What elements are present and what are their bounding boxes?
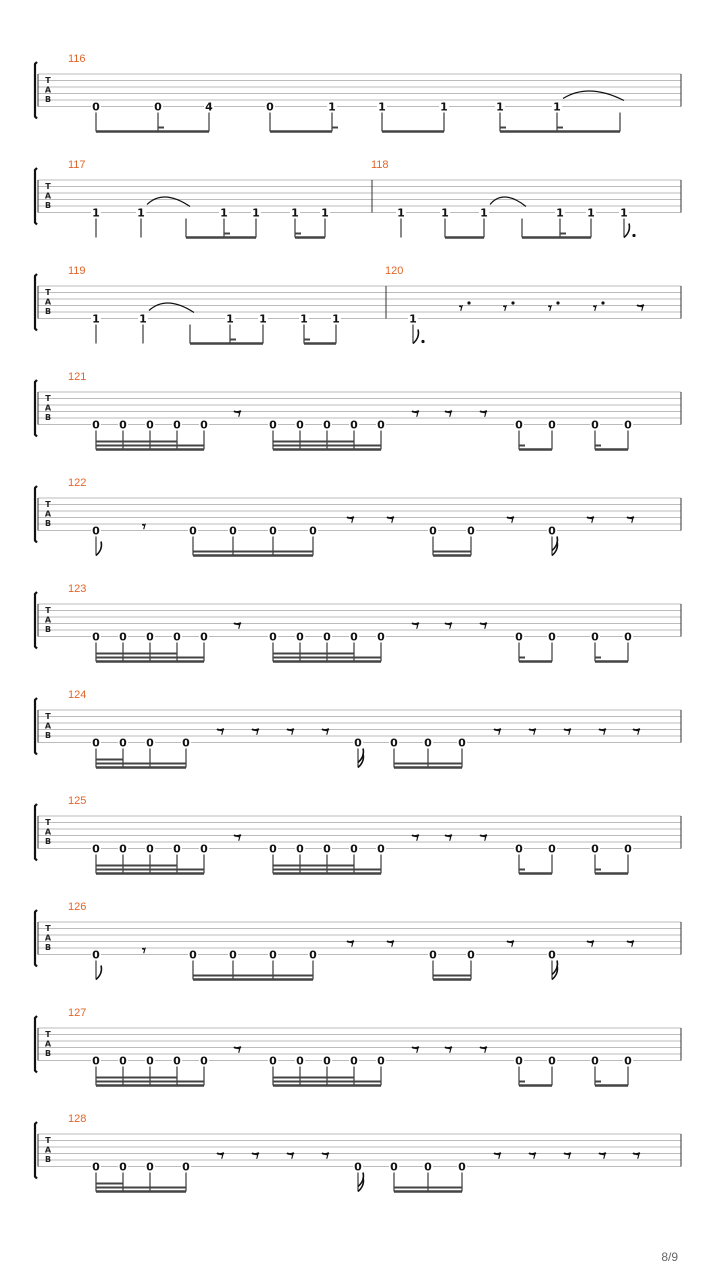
rest-flag <box>507 941 514 942</box>
tab-clef-letter: B <box>44 413 52 422</box>
rest: 𝄾 <box>237 1041 241 1059</box>
tab-system <box>35 371 681 450</box>
fret-number: 0 <box>119 736 127 750</box>
fret-number: 0 <box>591 418 599 432</box>
fret-number: 0 <box>429 524 437 538</box>
fret-number: 1 <box>92 206 100 220</box>
rest-flag <box>627 941 634 942</box>
measure-number: 120 <box>385 265 404 277</box>
tab-clef-letter: T <box>45 288 51 297</box>
fret-number: 0 <box>458 1160 466 1174</box>
rest-flag <box>494 729 501 730</box>
fret-number: 0 <box>377 630 385 644</box>
fret-number: 0 <box>269 630 277 644</box>
rest: 𝄾 <box>290 1147 294 1165</box>
rest: 𝄾 <box>510 511 514 529</box>
tab-clef-letter: T <box>45 924 51 933</box>
note-flag <box>96 542 101 556</box>
tab-clef-letter: A <box>44 933 52 943</box>
fret-number: 1 <box>321 206 329 220</box>
rest: 𝄾 <box>567 723 571 741</box>
fret-number: 0 <box>146 842 154 856</box>
fret-number: 0 <box>390 1160 398 1174</box>
rest: 𝄾 <box>255 723 259 741</box>
fret-number: 0 <box>229 948 237 962</box>
measure-number: 128 <box>68 1113 87 1125</box>
rest: 𝄾 <box>220 723 224 741</box>
fret-number: 0 <box>323 418 331 432</box>
measure-number: 117 <box>68 159 86 171</box>
tab-system <box>35 53 681 132</box>
tab-clef-letter: B <box>44 625 52 634</box>
rest-flag <box>627 517 634 518</box>
fret-number: 1 <box>397 206 405 220</box>
rest: 𝄾 <box>590 935 594 953</box>
rest: 𝄾 <box>548 299 552 317</box>
fret-number: 1 <box>496 100 504 114</box>
rest-flag <box>587 517 594 518</box>
fret-number: 0 <box>515 842 523 856</box>
tab-clef-letter: B <box>44 837 52 846</box>
tab-clef-letter: T <box>45 1136 51 1145</box>
system-bracket <box>35 168 37 225</box>
rest: 𝄾 <box>640 299 644 317</box>
fret-number: 0 <box>624 630 632 644</box>
tab-system <box>35 265 681 344</box>
rest-flag <box>445 411 452 412</box>
rest-flag <box>287 729 294 730</box>
fret-number: 0 <box>350 1054 358 1068</box>
measure-number: 127 <box>68 1007 87 1019</box>
rest-flag <box>564 729 571 730</box>
tab-system <box>35 583 681 662</box>
rest-flag <box>322 729 329 730</box>
rest: 𝄾 <box>630 935 634 953</box>
tab-clef-letter: A <box>44 509 52 519</box>
rest-flag <box>494 1153 501 1154</box>
rest: 𝄾 <box>590 511 594 529</box>
fret-number: 1 <box>226 312 234 326</box>
rest-flag <box>445 1047 452 1048</box>
fret-number: 4 <box>205 100 213 114</box>
tab-clef-letter: T <box>45 182 51 191</box>
fret-number: 0 <box>189 524 197 538</box>
tab-system <box>35 1007 681 1086</box>
rest-flag <box>234 1047 241 1048</box>
tab-clef-letter: B <box>44 731 52 740</box>
tab-clef-letter: A <box>44 191 52 201</box>
dot <box>511 301 514 304</box>
fret-number: 0 <box>323 1054 331 1068</box>
fret-number: 0 <box>624 842 632 856</box>
fret-number: 0 <box>591 1054 599 1068</box>
fret-number: 0 <box>119 842 127 856</box>
measure-number: 116 <box>68 53 86 65</box>
fret-number: 0 <box>92 630 100 644</box>
rest-flag <box>387 517 394 518</box>
rest-flag <box>412 623 419 624</box>
tab-clef-letter: A <box>44 615 52 625</box>
fret-number: 0 <box>350 418 358 432</box>
tab-clef-letter: B <box>44 519 52 528</box>
tab-clef-letter: A <box>44 297 52 307</box>
rest-flag <box>252 729 259 730</box>
fret-number: 0 <box>92 524 100 538</box>
rest: 𝄾 <box>142 517 146 536</box>
rest-flag <box>412 411 419 412</box>
fret-number: 0 <box>146 630 154 644</box>
fret-number: 0 <box>173 630 181 644</box>
measure-number: 124 <box>68 689 87 701</box>
fret-number: 0 <box>591 842 599 856</box>
rest-flag <box>480 623 487 624</box>
fret-number: 0 <box>182 1160 190 1174</box>
fret-number: 0 <box>377 842 385 856</box>
fret-number: 0 <box>200 418 208 432</box>
tab-clef-letter: T <box>45 394 51 403</box>
rest-flag <box>564 1153 571 1154</box>
rest-flag <box>234 411 241 412</box>
measure-number: 123 <box>68 583 87 595</box>
tab-system <box>35 795 681 874</box>
system-bracket <box>35 1122 37 1179</box>
rest: 𝄾 <box>602 723 606 741</box>
measure-number: 118 <box>371 159 389 171</box>
tab-clef-letter: B <box>44 943 52 952</box>
rest-flag <box>347 941 354 942</box>
rest-flag <box>587 941 594 942</box>
rest: 𝄾 <box>503 299 507 317</box>
fret-number: 0 <box>119 1054 127 1068</box>
dot <box>556 301 559 304</box>
fret-number: 0 <box>92 842 100 856</box>
rest-flag <box>234 835 241 836</box>
rest-flag <box>633 729 640 730</box>
fret-number: 0 <box>467 948 475 962</box>
fret-number: 1 <box>587 206 595 220</box>
fret-number: 0 <box>377 418 385 432</box>
rest-flag <box>387 941 394 942</box>
fret-number: 0 <box>467 524 475 538</box>
fret-number: 0 <box>296 418 304 432</box>
rest-flag <box>445 835 452 836</box>
rest-flag <box>529 729 536 730</box>
rest-flag <box>287 1153 294 1154</box>
system-bracket <box>35 62 37 119</box>
rest-flag <box>412 1047 419 1048</box>
fret-number: 0 <box>548 1054 556 1068</box>
rest-flag <box>480 411 487 412</box>
fret-number: 0 <box>229 524 237 538</box>
fret-number: 1 <box>480 206 488 220</box>
fret-number: 0 <box>119 418 127 432</box>
fret-number: 1 <box>220 206 228 220</box>
rest: 𝄾 <box>510 935 514 953</box>
fret-number: 0 <box>92 100 100 114</box>
tab-clef-letter: T <box>45 1030 51 1039</box>
measure-number: 121 <box>68 371 87 383</box>
rest: 𝄾 <box>415 1041 419 1059</box>
measure-number: 125 <box>68 795 87 807</box>
fret-number: 0 <box>548 842 556 856</box>
tab-system <box>35 1113 681 1192</box>
fret-number: 1 <box>620 206 628 220</box>
fret-number: 0 <box>548 524 556 538</box>
fret-number: 0 <box>173 842 181 856</box>
rest-flag <box>507 517 514 518</box>
fret-number: 1 <box>409 312 417 326</box>
rest-flag <box>217 1153 224 1154</box>
fret-number: 1 <box>556 206 564 220</box>
tab-clef-letter: B <box>44 307 52 316</box>
fret-number: 0 <box>548 630 556 644</box>
rest: 𝄾 <box>448 617 452 635</box>
system-bracket <box>35 486 37 543</box>
rest-flag <box>322 1153 329 1154</box>
fret-number: 0 <box>146 1160 154 1174</box>
fret-number: 0 <box>323 630 331 644</box>
fret-number: 0 <box>624 1054 632 1068</box>
fret-number: 0 <box>296 630 304 644</box>
fret-number: 0 <box>146 736 154 750</box>
rest: 𝄾 <box>290 723 294 741</box>
tab-system <box>35 159 681 238</box>
fret-number: 0 <box>119 1160 127 1174</box>
rest: 𝄾 <box>220 1147 224 1165</box>
rest: 𝄾 <box>636 1147 640 1165</box>
fret-number: 0 <box>200 1054 208 1068</box>
system-bracket <box>35 804 37 861</box>
fret-number: 1 <box>332 312 340 326</box>
dot <box>601 301 604 304</box>
dot <box>421 340 424 343</box>
rest: 𝄾 <box>237 829 241 847</box>
rest: 𝄾 <box>390 511 394 529</box>
fret-number: 1 <box>441 206 449 220</box>
fret-number: 0 <box>548 948 556 962</box>
system-bracket <box>35 380 37 437</box>
tab-clef-letter: T <box>45 76 51 85</box>
system-bracket <box>35 274 37 331</box>
rest: 𝄾 <box>255 1147 259 1165</box>
rest: 𝄾 <box>390 935 394 953</box>
rest: 𝄾 <box>325 1147 329 1165</box>
fret-number: 0 <box>424 736 432 750</box>
rest: 𝄾 <box>497 723 501 741</box>
dot <box>467 301 470 304</box>
fret-number: 0 <box>146 1054 154 1068</box>
rest-flag <box>637 305 644 306</box>
measure-number: 122 <box>68 477 87 489</box>
tab-clef-letter: B <box>44 1155 52 1164</box>
note-flag <box>624 224 629 238</box>
tab-clef-letter: A <box>44 721 52 731</box>
tab-clef-letter: A <box>44 1039 52 1049</box>
fret-number: 0 <box>92 1160 100 1174</box>
rest: 𝄾 <box>483 405 487 423</box>
fret-number: 0 <box>309 948 317 962</box>
fret-number: 0 <box>458 736 466 750</box>
rest: 𝄾 <box>459 299 463 317</box>
tie <box>149 303 194 313</box>
fret-number: 0 <box>515 630 523 644</box>
note-flag <box>96 966 101 980</box>
rest: 𝄾 <box>350 511 354 529</box>
rest: 𝄾 <box>636 723 640 741</box>
fret-number: 0 <box>350 842 358 856</box>
rest: 𝄾 <box>237 405 241 423</box>
fret-number: 0 <box>354 1160 362 1174</box>
fret-number: 0 <box>323 842 331 856</box>
fret-number: 0 <box>119 630 127 644</box>
rest-flag <box>412 835 419 836</box>
fret-number: 1 <box>92 312 100 326</box>
rest: 𝄾 <box>497 1147 501 1165</box>
system-bracket <box>35 698 37 755</box>
rest-flag <box>480 1047 487 1048</box>
fret-number: 1 <box>553 100 561 114</box>
tab-clef-letter: A <box>44 827 52 837</box>
note-flag <box>413 330 418 344</box>
rest-flag <box>599 729 606 730</box>
fret-number: 0 <box>296 842 304 856</box>
rest: 𝄾 <box>415 829 419 847</box>
rest: 𝄾 <box>630 511 634 529</box>
tab-clef-letter: B <box>44 201 52 210</box>
fret-number: 1 <box>328 100 336 114</box>
rest: 𝄾 <box>483 617 487 635</box>
tie <box>563 91 624 101</box>
rest: 𝄾 <box>325 723 329 741</box>
rest-flag <box>347 517 354 518</box>
fret-number: 0 <box>515 1054 523 1068</box>
tab-clef-letter: A <box>44 1145 52 1155</box>
fret-number: 0 <box>182 736 190 750</box>
tab-clef-letter: T <box>45 500 51 509</box>
tab-clef-letter: B <box>44 1049 52 1058</box>
fret-number: 0 <box>146 418 154 432</box>
fret-number: 0 <box>189 948 197 962</box>
rest: 𝄾 <box>602 1147 606 1165</box>
rest: 𝄾 <box>483 829 487 847</box>
rest: 𝄾 <box>350 935 354 953</box>
rest-flag <box>480 835 487 836</box>
fret-number: 0 <box>591 630 599 644</box>
fret-number: 1 <box>259 312 267 326</box>
fret-number: 1 <box>300 312 308 326</box>
system-bracket <box>35 592 37 649</box>
system-bracket <box>35 910 37 967</box>
rest-flag <box>217 729 224 730</box>
fret-number: 0 <box>92 736 100 750</box>
tab-system <box>35 689 681 768</box>
rest: 𝄾 <box>415 405 419 423</box>
fret-number: 0 <box>269 418 277 432</box>
fret-number: 0 <box>269 842 277 856</box>
measure-number: 126 <box>68 901 87 913</box>
dot <box>632 234 635 237</box>
rest: 𝄾 <box>448 829 452 847</box>
fret-number: 0 <box>350 630 358 644</box>
rest-flag <box>445 623 452 624</box>
rest: 𝄾 <box>448 1041 452 1059</box>
tab-clef-letter: T <box>45 818 51 827</box>
fret-number: 0 <box>266 100 274 114</box>
fret-number: 0 <box>269 1054 277 1068</box>
fret-number: 1 <box>139 312 147 326</box>
fret-number: 0 <box>429 948 437 962</box>
tab-clef-letter: A <box>44 85 52 95</box>
tab-system <box>35 901 681 980</box>
fret-number: 0 <box>309 524 317 538</box>
fret-number: 0 <box>173 418 181 432</box>
fret-number: 0 <box>624 418 632 432</box>
rest: 𝄾 <box>415 617 419 635</box>
tab-clef-letter: A <box>44 403 52 413</box>
tab-clef-letter: T <box>45 606 51 615</box>
rest: 𝄾 <box>483 1041 487 1059</box>
rest-flag <box>252 1153 259 1154</box>
fret-number: 0 <box>200 842 208 856</box>
fret-number: 1 <box>137 206 145 220</box>
rest-flag <box>234 623 241 624</box>
fret-number: 0 <box>173 1054 181 1068</box>
rest: 𝄾 <box>448 405 452 423</box>
rest-flag <box>633 1153 640 1154</box>
fret-number: 0 <box>92 1054 100 1068</box>
fret-number: 0 <box>269 948 277 962</box>
rest: 𝄾 <box>237 617 241 635</box>
fret-number: 0 <box>296 1054 304 1068</box>
fret-number: 0 <box>354 736 362 750</box>
tie <box>490 197 526 207</box>
measure-number: 119 <box>68 265 86 277</box>
rest: 𝄾 <box>567 1147 571 1165</box>
fret-number: 0 <box>92 418 100 432</box>
fret-number: 0 <box>200 630 208 644</box>
system-bracket <box>35 1016 37 1073</box>
fret-number: 0 <box>390 736 398 750</box>
rest: 𝄾 <box>142 941 146 960</box>
tie <box>147 197 190 207</box>
fret-number: 1 <box>440 100 448 114</box>
fret-number: 1 <box>291 206 299 220</box>
rest: 𝄾 <box>532 723 536 741</box>
rest-flag <box>599 1153 606 1154</box>
fret-number: 0 <box>154 100 162 114</box>
tab-clef-letter: B <box>44 95 52 104</box>
rest-flag <box>529 1153 536 1154</box>
fret-number: 0 <box>424 1160 432 1174</box>
fret-number: 0 <box>377 1054 385 1068</box>
fret-number: 0 <box>269 524 277 538</box>
fret-number: 1 <box>252 206 260 220</box>
tab-system <box>35 477 681 556</box>
fret-number: 0 <box>515 418 523 432</box>
fret-number: 0 <box>548 418 556 432</box>
fret-number: 0 <box>92 948 100 962</box>
fret-number: 1 <box>378 100 386 114</box>
rest: 𝄾 <box>532 1147 536 1165</box>
page-number: 8/9 <box>661 1250 678 1264</box>
rest: 𝄾 <box>593 299 597 317</box>
tab-clef-letter: T <box>45 712 51 721</box>
